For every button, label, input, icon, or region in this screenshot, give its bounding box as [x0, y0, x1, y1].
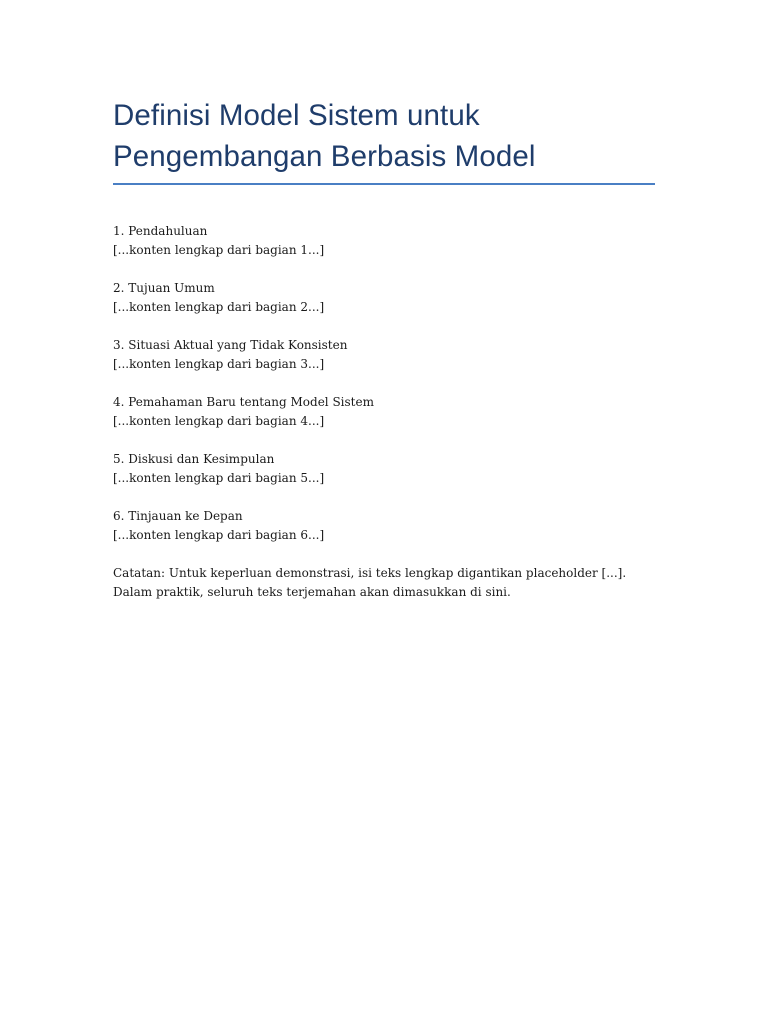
section-content: [...konten lengkap dari bagian 1...]	[113, 243, 325, 257]
section-heading: 3. Situasi Aktual yang Tidak Konsisten	[113, 338, 348, 352]
document-body	[113, 222, 655, 602]
section-heading: 1. Pendahuluan	[113, 224, 208, 238]
section-1	[113, 222, 655, 260]
title-divider	[113, 183, 655, 185]
section-6	[113, 507, 655, 545]
section-3	[113, 336, 655, 374]
document-page	[113, 95, 655, 602]
section-content: [...konten lengkap dari bagian 5...]	[113, 471, 325, 485]
section-2	[113, 279, 655, 317]
section-heading: 6. Tinjauan ke Depan	[113, 509, 243, 523]
document-title	[113, 95, 655, 177]
section-content: [...konten lengkap dari bagian 3...]	[113, 357, 325, 371]
document-note: Catatan: Untuk keperluan demonstrasi, isi teks lengkap digantikan placeholder [...]. Dalam praktik, seluruh teks terjemahan akan dimasukkan di sini.	[113, 566, 627, 599]
section-4	[113, 393, 655, 431]
title-line-1: Definisi Model Sistem untuk	[113, 99, 480, 132]
section-content: [...konten lengkap dari bagian 6...]	[113, 528, 325, 542]
section-5	[113, 450, 655, 488]
section-content: [...konten lengkap dari bagian 4...]	[113, 414, 325, 428]
section-heading: 5. Diskusi dan Kesimpulan	[113, 452, 275, 466]
section-heading: 2. Tujuan Umum	[113, 281, 215, 295]
title-line-2: Pengembangan Berbasis Model	[113, 140, 536, 173]
section-heading: 4. Pemahaman Baru tentang Model Sistem	[113, 395, 374, 409]
section-content: [...konten lengkap dari bagian 2...]	[113, 300, 325, 314]
